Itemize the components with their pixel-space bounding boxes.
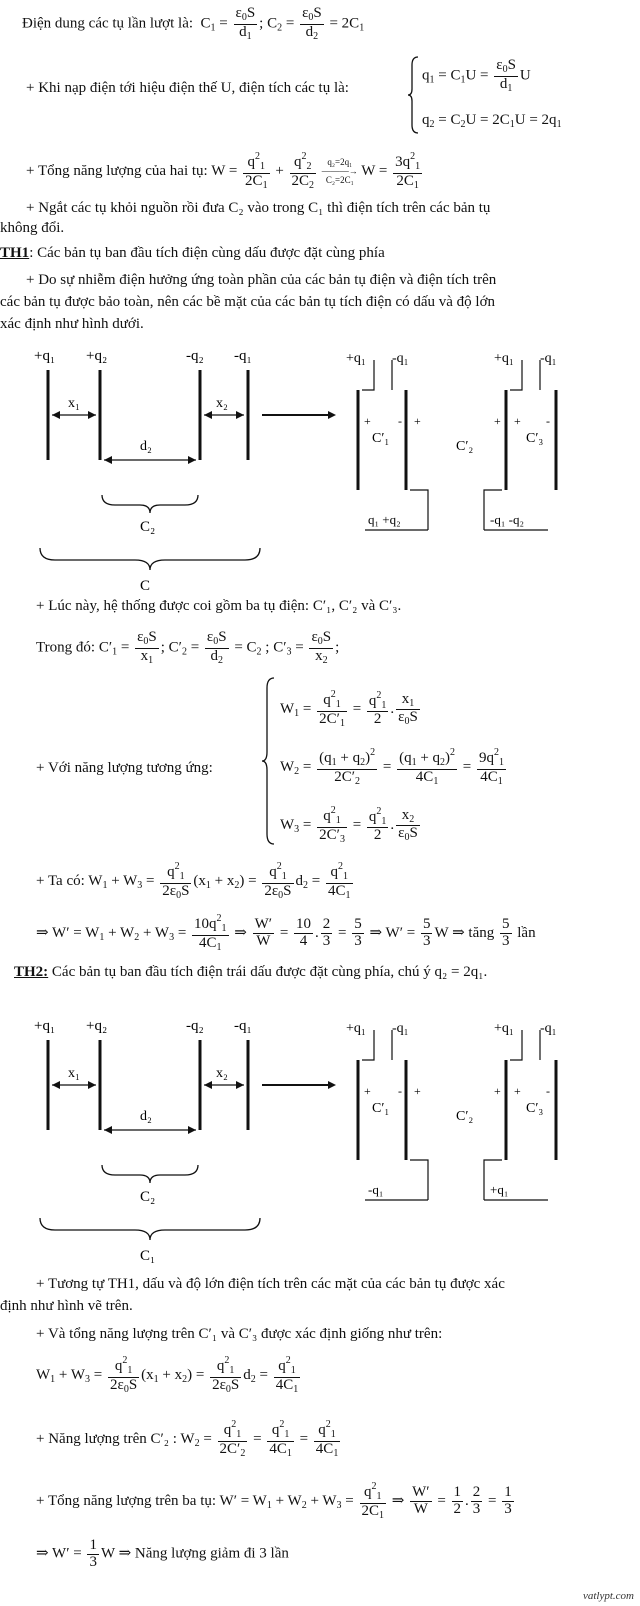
th1-para-3: xác định như hình dưới. <box>0 316 144 332</box>
three-caps-line: + Lúc này, hệ thống được coi gồm ba tụ điện: C′₁, C′₂ và C′₃. <box>36 598 402 614</box>
w3-eq: $W_3$ = $\frac{q^2_1}{2C'_3}$ = $\frac{q^2_1}{2}$ . $\frac{x_2}{\varepsilon_0S}$ <box>280 805 418 845</box>
disconnect-line-2: không đổi. <box>0 220 65 236</box>
cap-label: C′₃ <box>526 431 544 446</box>
plate-label: +q₁ <box>34 1018 56 1034</box>
arrow-head <box>236 1081 244 1089</box>
brace-label: C <box>140 578 151 590</box>
charge-label: -q₁ -q₂ <box>490 512 524 527</box>
brace-energies <box>262 676 276 846</box>
charge-label: +q₁ <box>346 351 366 366</box>
cap-label: C′₁ <box>372 431 390 446</box>
gap-label: x₁ <box>68 396 80 411</box>
brace-label: C₁ <box>140 1248 156 1264</box>
gap-label: x₂ <box>216 396 228 411</box>
gap-label: x₂ <box>216 1066 228 1081</box>
arrow-head <box>188 1126 196 1134</box>
sign: - <box>546 414 550 428</box>
charge-label: q₁ +q₂ <box>368 512 401 527</box>
brace-c2 <box>102 1165 198 1183</box>
w1w3-line: + Ta có: $W_1 + W_3$ = $\frac{q^2_1}{2\varepsilon_0S}$ $(x_1 + x_2)$ = $\frac{q^2_1}{2\varepsilon_0S}$ $d_2$ = $\frac{q^2_1}{4C_1}$ <box>36 861 351 901</box>
plate-label: -q₂ <box>186 348 204 364</box>
th2-total: + Tổng năng lượng trên ba tụ: $W' = W_1 + W_2 + W_3$ = $\frac{q^2_1}{2C_1}$ ⇒ $\frac{W'}{W}$ = $\frac{1}{2}$ . $\frac{2}{3}$ = $\frac{1}{3}$ <box>36 1481 512 1521</box>
charge-label: -q₁ <box>392 351 409 366</box>
sign: - <box>398 1084 402 1098</box>
watermark: vatlypt.com <box>582 1590 634 1602</box>
energies-line: + Với năng lượng tương ứng: <box>36 760 213 776</box>
charge-label: -q₁ <box>392 1021 409 1036</box>
plate-label: -q₁ <box>234 1018 252 1034</box>
brace-c <box>40 548 260 570</box>
brace-c <box>40 1218 260 1240</box>
cap-label: C′₃ <box>526 1101 544 1116</box>
w2-eq: $W_2$ = $\frac{(q_1 + q_2)^2}{2C'_2}$ = $\frac{(q_1 + q_2)^2}{4C_1}$ = $\frac{9q^2_1}{4C_1}$ <box>280 747 505 787</box>
gap-label: d₂ <box>140 1109 152 1124</box>
arrow-head <box>88 411 96 419</box>
arrow-head <box>104 456 112 464</box>
arrow-head <box>52 411 60 419</box>
w1-eq: $W_1$ = $\frac{q^2_1}{2C'_1}$ = $\frac{q^2_1}{2}$ . $\frac{x_1}{\varepsilon_0S}$ <box>280 689 418 729</box>
charge-label: -q₁ <box>540 1021 557 1036</box>
plate-label: -q₁ <box>234 348 252 364</box>
result-th1-line: ⇒ $W' = W_1 + W_2 + W_3$ = $\frac{10q^2_1}{4C_1}$ ⇒ $\frac{W'}{W}$ = $\frac{10}{4}$ . $\frac{2}{3}$ = $\frac{5}{3}$ ⇒ W′ = $\frac{5}{3}$ W ⇒ tăng $\frac{5}{3}$ lần <box>36 913 536 953</box>
th2-para-3: + Và tổng năng lượng trên C′₁ và C′₃ được xác định giống như trên: <box>36 1326 443 1342</box>
th2-w1w3: $W_1 + W_3$ = $\frac{q^2_1}{2\varepsilon_0S}$ $(x_1 + x_2)$ = $\frac{q^2_1}{2\varepsilon_0S}$ $d_2$ = $\frac{q^2_1}{4C_1}$ <box>36 1355 299 1395</box>
sign: + <box>514 1084 521 1098</box>
arrow-head <box>328 411 336 419</box>
cap-label: C′₂ <box>456 1109 474 1124</box>
th2-heading: TH2: Các bản tụ ban đầu tích điện trái dấu được đặt cùng phía, chú ý q₂ = 2q₁. <box>14 964 488 980</box>
th2-result: ⇒ W′ = $\frac{1}{3}$ W ⇒ Năng lượng giảm đi 3 lần <box>36 1537 289 1570</box>
arrow-head <box>52 1081 60 1089</box>
plate-label: +q₁ <box>34 348 56 364</box>
th2-w2: + Năng lượng trên C′₂ : $W_2$ = $\frac{q^2_1}{2C'_2}$ = $\frac{q^2_1}{4C_1}$ = $\frac{q^2_1}{4C_1}$ <box>36 1419 339 1459</box>
th1-para-1: + Do sự nhiễm điện hưởng ứng toàn phần của các bản tụ điện và điện tích trên <box>26 272 497 288</box>
charge-label: +q₁ <box>494 1021 514 1036</box>
capacitance-line: Điện dung các tụ lần lượt là: $C_1$ = $\frac{\varepsilon_0S}{d_1}$ ; $C_2$ = $\frac{\varepsilon_0S}{d_2}$ = $2C_1$ <box>22 5 365 42</box>
sign: - <box>398 414 402 428</box>
arrow-head <box>188 456 196 464</box>
plate-label: -q₂ <box>186 1018 204 1034</box>
brace-charges <box>408 55 420 135</box>
arrow-head <box>204 411 212 419</box>
th2-para-2: định như hình vẽ trên. <box>0 1298 133 1314</box>
th1-heading: TH1: Các bản tụ ban đầu tích điện cùng dấu được đặt cùng phía <box>0 245 385 261</box>
connector <box>410 490 428 530</box>
sign: + <box>514 414 521 428</box>
sign: + <box>494 1084 501 1098</box>
plate-label: +q₂ <box>86 348 108 364</box>
q1-eq: $q_1 = C_1U$ = $\frac{\varepsilon_0S}{d_1}$ U <box>422 57 531 94</box>
cap-label: C′₁ <box>372 1101 390 1116</box>
charge-label: +q₁ <box>494 351 514 366</box>
sign: + <box>364 1084 371 1098</box>
charge-label: +q₁ <box>346 1021 366 1036</box>
total-energy-line: + Tổng năng lượng của hai tụ: W = $\frac{q^2_1}{2C_1}$ + $\frac{q^2_2}{2C_2}$ q₂=2q₁ ———→ C₂=2C₁ W = $\frac{3q^2_1}{2C_1}$ <box>26 151 421 191</box>
gap-label: x₁ <box>68 1066 80 1081</box>
arrow-head <box>104 1126 112 1134</box>
q2-eq: $q_2 = C_2U = 2C_1U = 2q_1$ <box>422 112 562 130</box>
sign: + <box>414 1084 421 1098</box>
gap-label: d₂ <box>140 439 152 454</box>
arrow-head <box>204 1081 212 1089</box>
charge-label: -q₁ <box>368 1182 384 1197</box>
sign: + <box>414 414 421 428</box>
diagram-th2 <box>0 1000 640 1270</box>
cap-label: C′₂ <box>456 439 474 454</box>
arrow-head <box>328 1081 336 1089</box>
where-line: Trong đó: $C'_1$ = $\frac{\varepsilon_0S}{x_1}$ ; $C'_2$ = $\frac{\varepsilon_0S}{d_2}$ = $C_2$ ; $C'_3$ = $\frac{\varepsilon_0S}{x_2}$ ; <box>36 629 340 666</box>
th2-para-1: + Tương tự TH1, dấu và độ lớn điện tích trên các mặt của các bản tụ được xác <box>36 1276 505 1292</box>
disconnect-line: + Ngắt các tụ khỏi nguồn rồi đưa C₂ vào trong C₁ thì điện tích trên các bản tụ <box>26 200 491 216</box>
sign: - <box>546 1084 550 1098</box>
sign: + <box>494 414 501 428</box>
th1-para-2: các bản tụ được bảo toàn, nên các bề mặt của các bản tụ tích điện có dấu và độ lớn <box>0 294 496 310</box>
charge-label: -q₁ <box>540 351 557 366</box>
plate-label: +q₂ <box>86 1018 108 1034</box>
connector <box>410 1160 428 1200</box>
diagram-th1 <box>0 340 640 590</box>
brace-c2 <box>102 495 198 513</box>
arrow-head <box>236 411 244 419</box>
charge-line: + Khi nạp điện tới hiệu điện thế U, điện tích các tụ là: <box>26 80 349 96</box>
brace-label: C₂ <box>140 519 156 535</box>
arrow-head <box>88 1081 96 1089</box>
brace-label: C₂ <box>140 1189 156 1205</box>
sign: + <box>364 414 371 428</box>
charge-label: +q₁ <box>490 1182 509 1197</box>
